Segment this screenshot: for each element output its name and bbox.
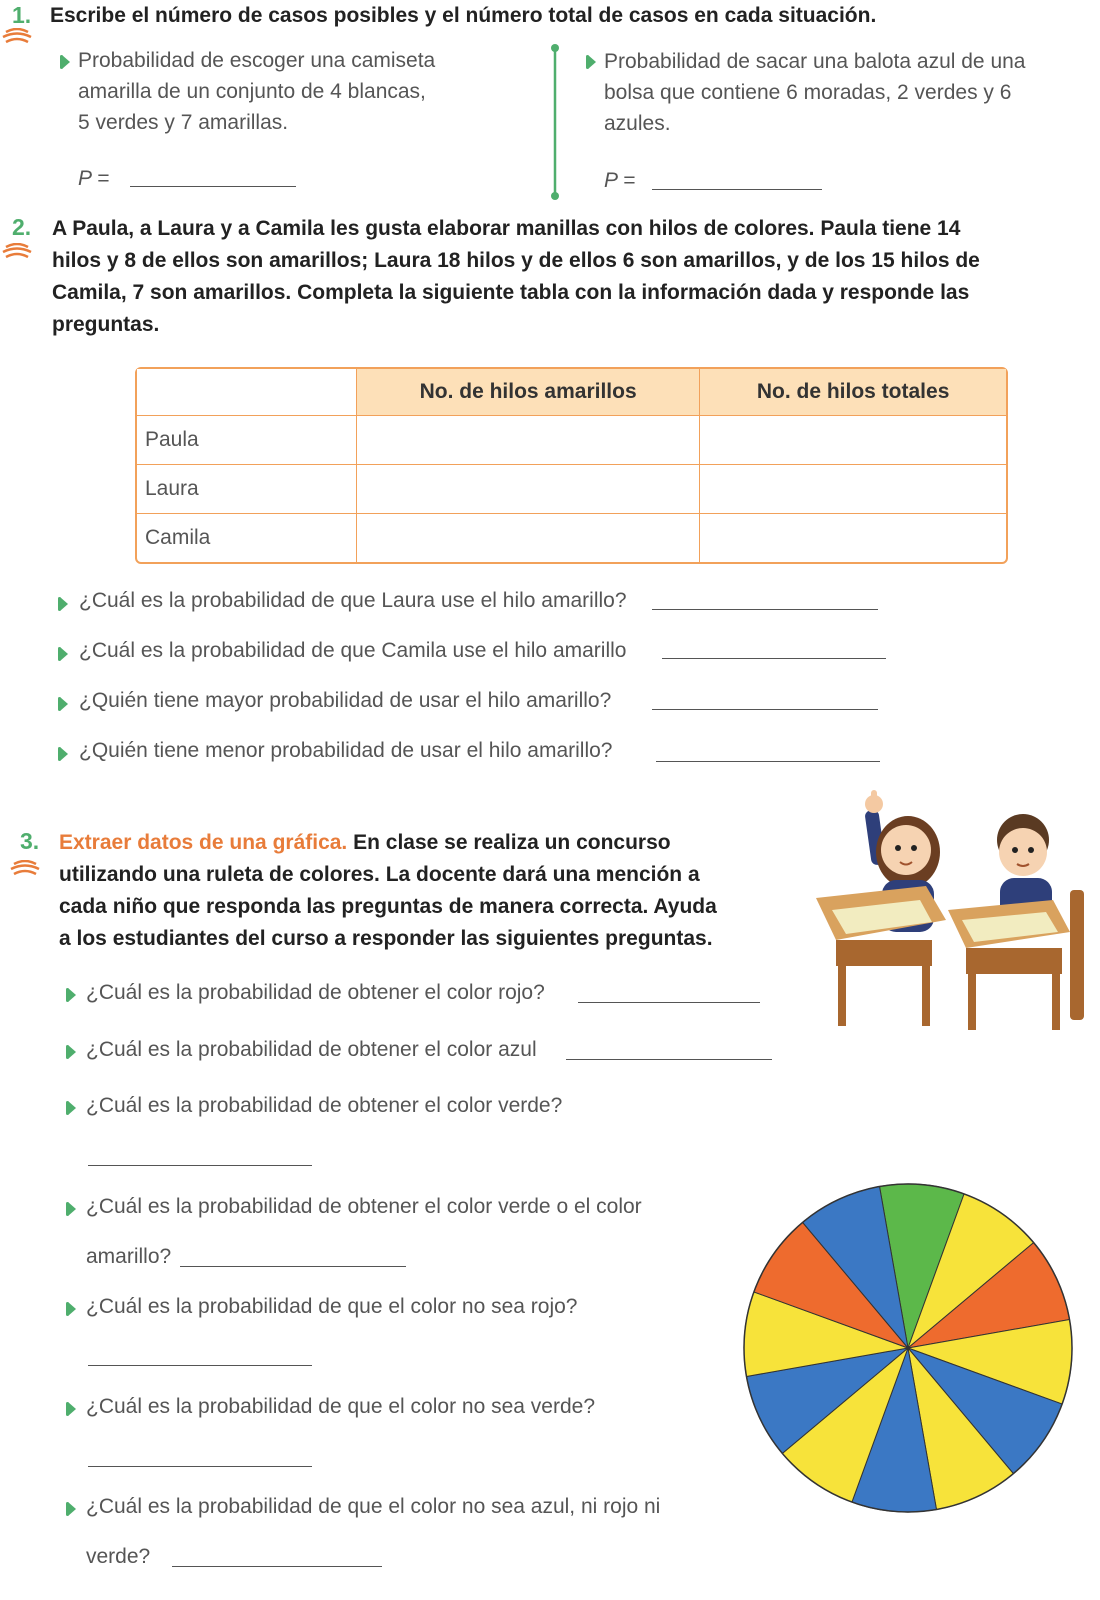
exercise-2-statement: A Paula, a Laura y a Camila les gusta elaborar manillas con hilos de colores. Paula tiene 14 hilos y 8 de ellos son amarillos; Laura 18 hilos y de ellos 6 son amarillos, y de los 15 hilos de Camila, 7 son amarillos. Completa la siguiente tabla con la información dada y responde las preguntas. <box>52 217 980 336</box>
exercise-2-question: ¿Cuál es la probabilidad de que Camila use el hilo amarillo <box>79 639 627 662</box>
bullet-icon <box>60 697 68 711</box>
answer-blank[interactable] <box>662 658 886 659</box>
bullet-icon <box>588 55 596 69</box>
answer-blank[interactable] <box>88 1466 312 1467</box>
exercise-1-instruction: Escribe el número de casos posibles y el número total de casos en cada situación. <box>50 4 877 27</box>
answer-blank[interactable] <box>88 1365 312 1366</box>
skill-highlight: Extraer datos de una gráfica. <box>59 831 348 854</box>
column-divider <box>548 42 562 202</box>
answer-blank[interactable] <box>180 1266 406 1267</box>
exercise-1-left-p-label: P = <box>78 167 110 190</box>
bullet-icon <box>68 1302 76 1316</box>
exercise-1-number: 1. <box>12 2 32 28</box>
exercise-3-question: ¿Cuál es la probabilidad de obtener el color azul <box>86 1038 537 1061</box>
answer-cell[interactable] <box>700 514 1006 562</box>
exercise-3-question-continued: amarillo? <box>86 1245 172 1268</box>
bullet-icon <box>60 747 68 761</box>
table-header-cell <box>137 369 357 416</box>
bullet-icon <box>60 647 68 661</box>
exercise-1-right-p-label: P = <box>604 169 636 192</box>
bullet-icon <box>68 1045 76 1059</box>
exercise-1-left-answer-blank[interactable] <box>130 186 296 187</box>
answer-cell[interactable] <box>357 465 700 514</box>
exercise-2-question: ¿Quién tiene menor probabilidad de usar el hilo amarillo? <box>79 739 613 762</box>
answer-blank[interactable] <box>656 761 880 762</box>
threads-table <box>135 367 1008 564</box>
exercise-3-question: ¿Cuál es la probabilidad de que el color no sea verde? <box>86 1395 595 1418</box>
answer-blank[interactable] <box>566 1059 772 1060</box>
bullet-icon <box>60 597 68 611</box>
table-header-row <box>137 369 1006 416</box>
answer-blank[interactable] <box>652 709 878 710</box>
students-at-desks-illustration <box>808 790 1093 1035</box>
bullet-icon <box>68 988 76 1002</box>
answer-blank[interactable] <box>88 1165 312 1166</box>
listening-waves-icon <box>10 860 40 876</box>
exercise-3-question: ¿Cuál es la probabilidad de obtener el color rojo? <box>86 981 545 1004</box>
exercise-3-statement: Extraer datos de una gráfica. En clase se realiza un concurso utilizando una ruleta de colores. La docente dará una mención a cada niño que responda las preguntas de manera correcta. Ayuda a los estudiantes del curso a responder las siguientes preguntas. <box>59 831 717 950</box>
row-name: Laura <box>137 465 357 514</box>
exercise-1-left-text: Probabilidad de escoger una camiseta amarilla de un conjunto de 4 blancas, 5 verdes y 7 amarillas. <box>78 49 436 134</box>
bullet-icon <box>68 1502 76 1516</box>
table-row <box>137 416 1006 465</box>
exercise-2-question: ¿Cuál es la probabilidad de que Laura use el hilo amarillo? <box>79 589 627 612</box>
answer-blank[interactable] <box>172 1566 382 1567</box>
answer-blank[interactable] <box>652 609 878 610</box>
table-header-yellow-threads: No. de hilos amarillos <box>357 369 700 416</box>
table-row <box>137 514 1006 562</box>
exercise-3-question: ¿Cuál es la probabilidad de que el color no sea azul, ni rojo ni <box>86 1495 661 1518</box>
row-name: Camila <box>137 514 357 562</box>
exercise-2-question: ¿Quién tiene mayor probabilidad de usar el hilo amarillo? <box>79 689 612 712</box>
exercise-2-number: 2. <box>12 214 32 240</box>
color-wheel-chart <box>738 1178 1078 1518</box>
listening-waves-icon <box>2 243 32 259</box>
table-row <box>137 465 1006 514</box>
bullet-icon <box>68 1402 76 1416</box>
row-name: Paula <box>137 416 357 465</box>
exercise-3-question: ¿Cuál es la probabilidad de obtener el color verde o el color <box>86 1195 642 1218</box>
exercise-1-right-text: Probabilidad de sacar una balota azul de una bolsa que contiene 6 moradas, 2 verdes y 6 azules. <box>604 50 1026 135</box>
answer-blank[interactable] <box>578 1002 760 1003</box>
listening-waves-icon <box>2 28 32 44</box>
answer-cell[interactable] <box>357 416 700 465</box>
answer-cell[interactable] <box>700 465 1006 514</box>
exercise-3-question: ¿Cuál es la probabilidad de obtener el color verde? <box>86 1094 563 1117</box>
bullet-icon <box>68 1202 76 1216</box>
bullet-icon <box>62 55 70 69</box>
answer-cell[interactable] <box>700 416 1006 465</box>
exercise-3-question: ¿Cuál es la probabilidad de que el color no sea rojo? <box>86 1295 578 1318</box>
exercise-3-question-continued: verde? <box>86 1545 151 1568</box>
answer-cell[interactable] <box>357 514 700 562</box>
exercise-1-right-answer-blank[interactable] <box>652 189 822 190</box>
exercise-3-number: 3. <box>20 828 40 854</box>
bullet-icon <box>68 1101 76 1115</box>
table-header-total-threads: No. de hilos totales <box>700 369 1006 416</box>
